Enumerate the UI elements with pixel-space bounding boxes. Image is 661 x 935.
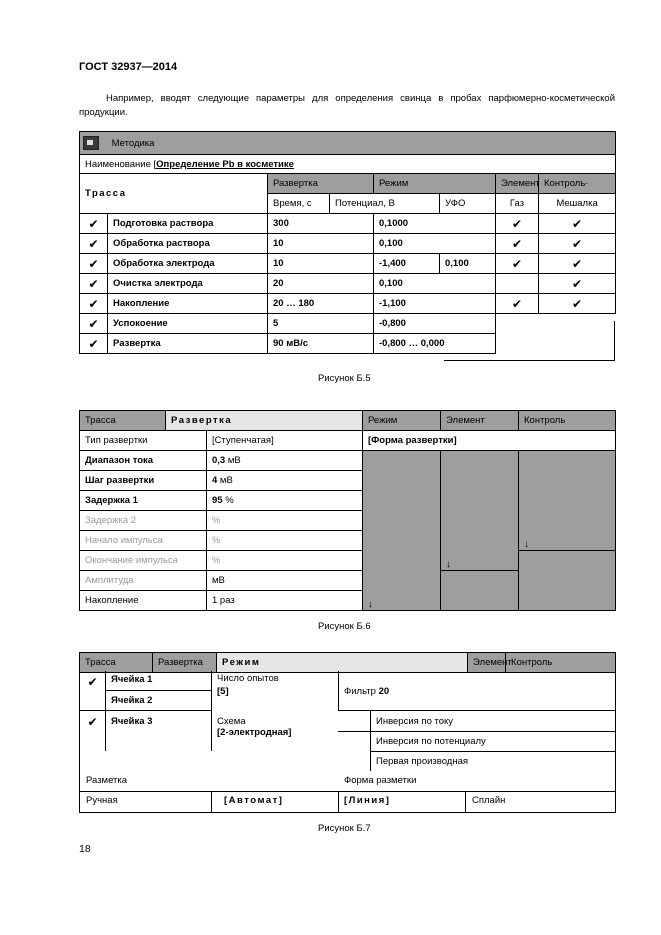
tab-mode[interactable]: Режим (217, 653, 468, 673)
mark-line-option[interactable]: [Линия] (344, 795, 391, 806)
step-name: Подготовка раствора (108, 214, 268, 234)
cell-1-label[interactable]: Ячейка 1 (111, 674, 153, 685)
empty-area (496, 314, 616, 354)
step-time[interactable]: 90 мВ/с (268, 334, 374, 354)
scheme-label: Схема (217, 716, 246, 727)
stirrer-check-icon[interactable]: ✔ (539, 234, 616, 254)
marking-form-label: Форма разметки (344, 775, 417, 786)
param-label: Амплитуда (80, 571, 207, 591)
figure-b6-caption: Рисунок Б.6 (318, 621, 371, 632)
step-name: Обработка электрода (108, 254, 268, 274)
step-time[interactable]: 5 (268, 314, 374, 334)
option-invert-current[interactable]: Инверсия по току (376, 716, 454, 727)
step-name: Накопление (108, 294, 268, 314)
uv-check-icon[interactable]: ✔ (496, 234, 539, 254)
col-gas: Газ (496, 194, 539, 214)
param-label: Диапазон тока (80, 451, 207, 471)
param-value[interactable]: 4 мВ (207, 471, 363, 491)
tab-trace[interactable]: Трасса (80, 653, 153, 673)
marking-label: Разметка (86, 775, 128, 786)
stirrer-check-icon[interactable]: ✔ (539, 254, 616, 274)
tab-element[interactable]: Элемент (468, 653, 506, 673)
tab-sweep[interactable]: Развертка (268, 174, 374, 194)
sweep-form-panel-1 (363, 451, 441, 611)
step-potential-2[interactable]: 0,100 (440, 254, 496, 274)
stirrer-check-icon[interactable]: ✔ (539, 214, 616, 234)
check-icon[interactable]: ✔ (87, 715, 98, 729)
param-value[interactable]: мВ (207, 571, 363, 591)
method-icon (83, 136, 99, 150)
step-potential[interactable]: 0,1000 (374, 214, 496, 234)
table-row (80, 214, 616, 234)
check-icon[interactable]: ✔ (80, 234, 108, 254)
uv-check-icon[interactable]: ✔ (496, 294, 539, 314)
sweep-form-panel-2b (441, 571, 519, 611)
num-experiments-value[interactable]: [5] (217, 686, 229, 697)
step-name: Обработка раствора (108, 234, 268, 254)
table-row (80, 234, 616, 254)
method-name-label: Наименование [ (85, 158, 157, 170)
stirrer-check-icon[interactable]: ✔ (539, 294, 616, 314)
tab-element[interactable]: Элемент (496, 174, 539, 194)
intro-paragraph: Например, вводят следующие параметры для определения свинца в пробах парфюмерно-косметической продукции. (79, 93, 615, 118)
option-invert-potential[interactable]: Инверсия по потенциалу (376, 736, 486, 747)
method-title-bar (80, 132, 616, 155)
step-potential[interactable]: -1,400 (374, 254, 440, 274)
check-icon[interactable]: ✔ (80, 294, 108, 314)
check-icon[interactable]: ✔ (87, 675, 98, 689)
param-value: % (207, 551, 363, 571)
cell-2-label[interactable]: Ячейка 2 (111, 695, 153, 706)
param-label: Задержка 2 (80, 511, 207, 531)
step-name: Очистка электрода (108, 274, 268, 294)
param-value: % (207, 511, 363, 531)
uv-check-icon[interactable] (496, 274, 539, 294)
figure-b7-caption: Рисунок Б.7 (318, 823, 371, 834)
step-potential[interactable]: -0,800 (374, 314, 496, 334)
step-time[interactable]: 10 (268, 234, 374, 254)
mark-auto-option[interactable]: [Автомат] (224, 795, 284, 806)
arrow-down-icon: ↓ (446, 559, 452, 570)
table-row (80, 254, 616, 274)
method-title: Методика (111, 137, 155, 149)
scheme-value[interactable]: [2-электродная] (217, 727, 292, 738)
table-row (80, 274, 616, 294)
step-name: Развертка (108, 334, 268, 354)
uv-check-icon[interactable]: ✔ (496, 214, 539, 234)
param-label: Накопление (80, 591, 207, 611)
tab-mode[interactable]: Режим (374, 174, 496, 194)
step-potential[interactable]: 0,100 (374, 274, 496, 294)
page-number: 18 (79, 843, 91, 855)
step-time[interactable]: 300 (268, 214, 374, 234)
tab-control[interactable]: Контроль (506, 653, 616, 673)
step-time[interactable]: 20 … 180 (268, 294, 374, 314)
check-icon[interactable]: ✔ (80, 314, 108, 334)
num-experiments-label: Число опытов (217, 673, 279, 684)
mark-spline-option[interactable]: Сплайн (472, 795, 506, 806)
tab-trace[interactable]: Трасса (80, 411, 166, 431)
sweep-type-select[interactable]: [Ступенчатая] (207, 431, 363, 451)
sweep-form-panel-3 (519, 451, 616, 551)
param-label: Задержка 1 (80, 491, 207, 511)
param-label: Окончание импульса (80, 551, 207, 571)
method-name-row (80, 155, 616, 174)
sweep-type-label: Тип развертки (80, 431, 207, 451)
method-name-value[interactable]: Определение Pb в косметике (156, 158, 294, 170)
trace-label: Трасса (80, 174, 268, 214)
param-value[interactable]: 95 % (207, 491, 363, 511)
tab-element[interactable]: Элемент (441, 411, 519, 431)
document-header: ГОСТ 32937—2014 (79, 61, 178, 73)
sweep-form-panel-2 (441, 451, 519, 571)
figure-b5-table (79, 131, 616, 354)
step-potential[interactable]: -1,100 (374, 294, 496, 314)
col-potential: Потенциал, В (330, 194, 440, 214)
arrow-down-icon: ↓ (368, 599, 374, 610)
col-stirrer: Мешалка (539, 194, 616, 214)
sweep-form-panel-3b (519, 551, 616, 611)
cell-3-label[interactable]: Ячейка 3 (111, 716, 153, 727)
param-value: % (207, 531, 363, 551)
step-potential[interactable]: 0,100 (374, 234, 496, 254)
figure-b7-body (79, 671, 616, 813)
mark-manual-option[interactable]: Ручная (86, 795, 118, 806)
figure-b7-table (79, 652, 616, 673)
table-row (80, 294, 616, 314)
table-row (80, 314, 616, 334)
filter-label[interactable]: Фильтр 20 (344, 686, 390, 697)
param-value[interactable]: 0,3 мВ (207, 451, 363, 471)
step-potential[interactable]: -0,800 … 0,000 (374, 334, 496, 354)
arrow-down-icon: ↓ (524, 539, 530, 550)
figure-b5-caption: Рисунок Б.5 (318, 373, 371, 384)
uv-check-icon[interactable]: ✔ (496, 254, 539, 274)
check-icon[interactable]: ✔ (80, 214, 108, 234)
option-first-derivative[interactable]: Первая производная (376, 756, 469, 767)
tab-sweep[interactable]: Развертка (166, 411, 363, 431)
step-name: Успокоение (108, 314, 268, 334)
tab-mode[interactable]: Режим (363, 411, 441, 431)
param-label: Начало импульса (80, 531, 207, 551)
check-icon[interactable]: ✔ (80, 254, 108, 274)
check-icon[interactable]: ✔ (80, 334, 108, 354)
tab-control[interactable]: Контроль· (539, 174, 616, 194)
check-icon[interactable]: ✔ (80, 274, 108, 294)
sweep-form-label: [Форма развертки] (363, 431, 616, 451)
col-uv: УФО (440, 194, 496, 214)
stirrer-check-icon[interactable]: ✔ (539, 274, 616, 294)
figure-b6-table (79, 410, 616, 611)
col-time: Время, с (268, 194, 330, 214)
tab-sweep[interactable]: Развертка (153, 653, 217, 673)
step-time[interactable]: 20 (268, 274, 374, 294)
tab-control[interactable]: Контроль (519, 411, 616, 431)
param-value[interactable]: 1 раз (207, 591, 363, 611)
step-time[interactable]: 10 (268, 254, 374, 274)
param-label: Шаг развертки (80, 471, 207, 491)
